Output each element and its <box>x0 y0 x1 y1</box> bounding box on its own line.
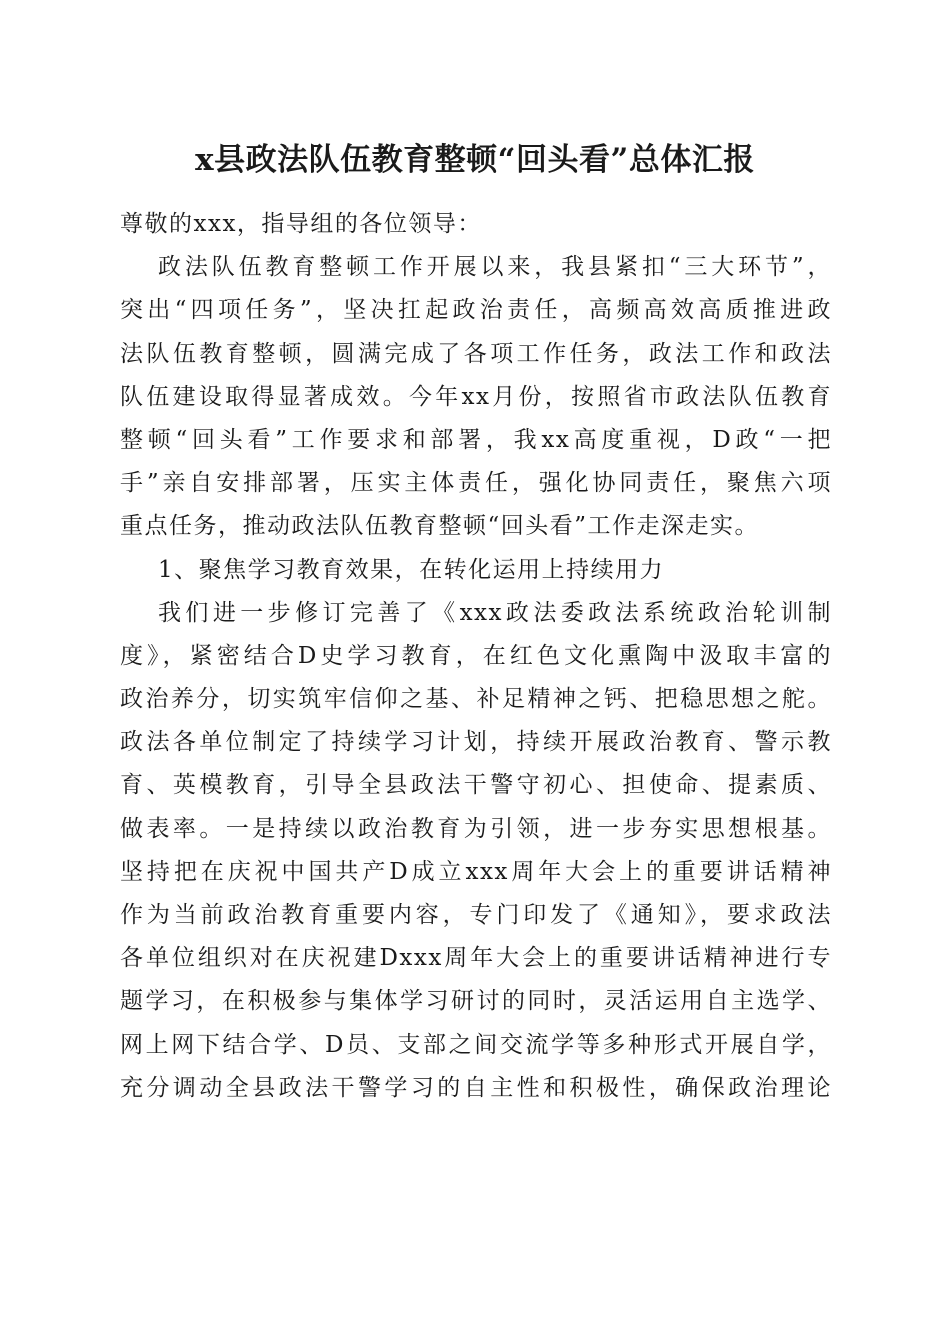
paragraph-line: 网上网下结合学、D员、支部之间交流学等多种形式开展自学， <box>120 1031 832 1058</box>
paragraph-line: 坚持把在庆祝中国共产D成立xxx周年大会上的重要讲话精神 <box>120 858 832 885</box>
paragraph-line: 度》，紧密结合D史学习教育，在红色文化熏陶中汲取丰富的 <box>120 642 832 669</box>
paragraph-line: 突出“四项任务”，坚决扛起政治责任，高频高效高质推进政 <box>120 297 832 324</box>
paragraph-line: 作为当前政治教育重要内容，专门印发了《通知》，要求政法 <box>120 902 832 928</box>
paragraph-line: 法队伍教育整顿，圆满完成了各项工作任务，政法工作和政法 <box>120 340 832 367</box>
paragraph-line: 整顿“回头看”工作要求和部署，我xx高度重视，D政“一把 <box>120 426 832 453</box>
paragraph-line: 政法队伍教育整顿工作开展以来，我县紧扣“三大环节”， <box>158 254 832 281</box>
salutation-line: 尊敬的xxx，指导组的各位领导： <box>120 211 482 237</box>
paragraph-line: 队伍建设取得显著成效。今年xx月份，按照省市政法队伍教育 <box>120 383 832 410</box>
paragraph-line: 题学习，在积极参与集体学习研讨的同时，灵活运用自主选学、 <box>120 988 832 1015</box>
paragraph-line: 政法各单位制定了持续学习计划，持续开展政治教育、警示教 <box>120 729 832 756</box>
section-heading: 1、聚焦学习教育效果，在转化运用上持续用力 <box>158 556 665 583</box>
paragraph-line: 做表率。一是持续以政治教育为引领，进一步夯实思想根基。 <box>120 815 832 842</box>
document-body <box>120 203 832 1110</box>
paragraph-line: 重点任务，推动政法队伍教育整顿“回头看”工作走深走实。 <box>120 513 760 540</box>
paragraph-line: 各单位组织对在庆祝建Dxxx周年大会上的重要讲话精神进行专 <box>120 945 832 972</box>
paragraph-line: 政治养分，切实筑牢信仰之基、补足精神之钙、把稳思想之舵。 <box>120 686 832 713</box>
paragraph-line: 充分调动全县政法干警学习的自主性和积极性，确保政治理论 <box>120 1074 832 1101</box>
paragraph-line: 手”亲自安排部署，压实主体责任，强化协同责任，聚焦六项 <box>120 470 832 497</box>
document-title: x县政法队伍教育整顿“回头看”总体汇报 <box>195 142 755 178</box>
paragraph-line: 育、英模教育，引导全县政法干警守初心、担使命、提素质、 <box>120 772 832 799</box>
paragraph-line: 我们进一步修订完善了《xxx政法委政法系统政治轮训制 <box>158 599 832 626</box>
